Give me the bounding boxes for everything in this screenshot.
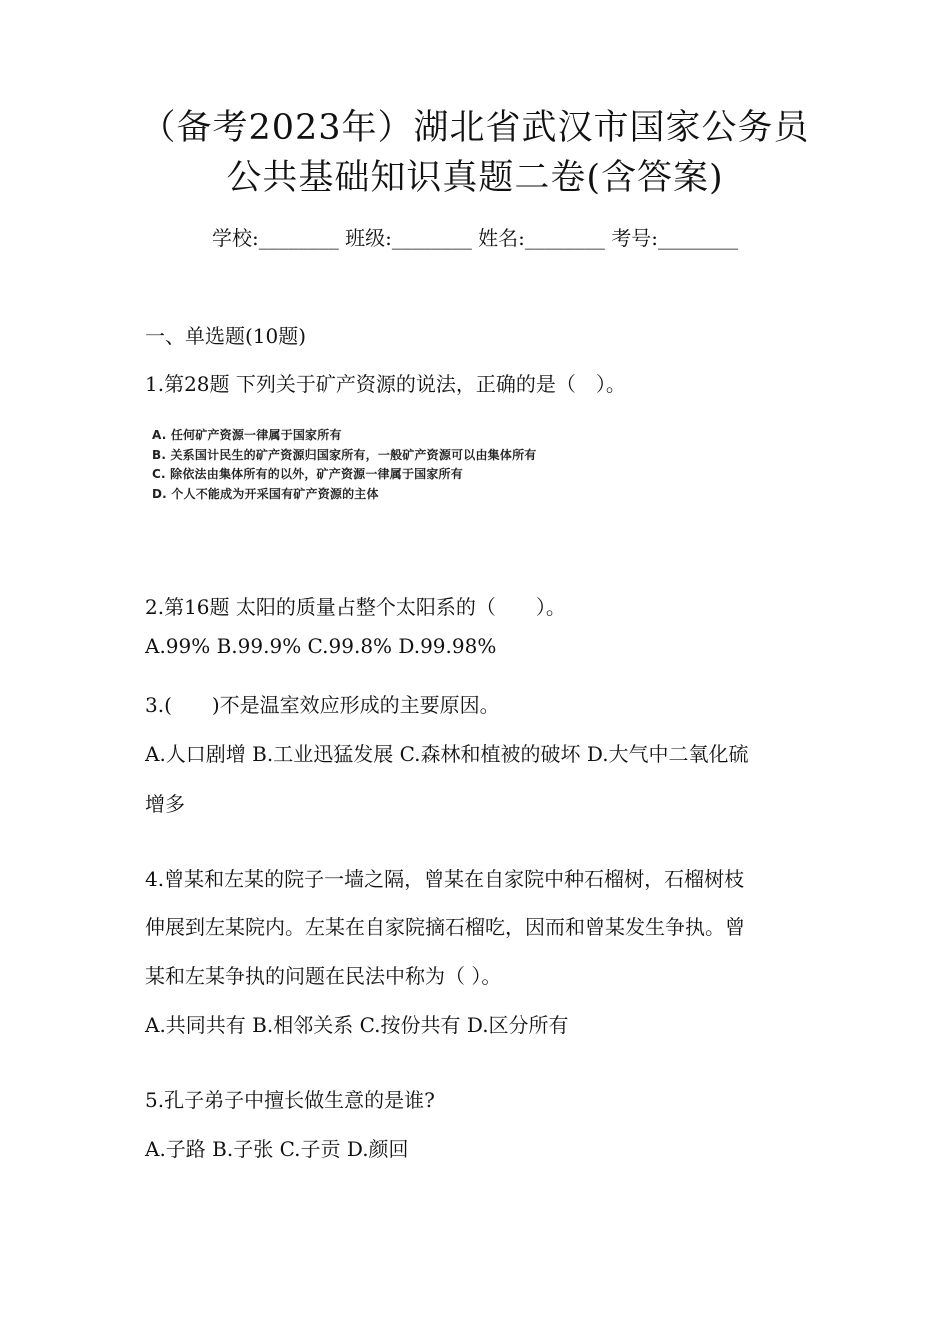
question-2-options: A.99% B.99.9% C.99.8% D.99.98% [145, 634, 497, 658]
student-info-line: 学校:________ 班级:________ 姓名:________ 考号:________ [211, 226, 739, 250]
question-1-option-c: C. 除依法由集体所有的以外，矿产资源一律属于国家所有 [152, 467, 463, 481]
question-3-options-line-1: A.人口剧增 B.工业迅猛发展 C.森林和植被的破坏 D.大气中二氧化硫 [145, 742, 749, 766]
question-1-options-image [152, 426, 612, 504]
question-4-stem-line-3: 某和左某争执的问题在民法中称为（ ）。 [145, 964, 502, 988]
question-1-option-d: D. 个人不能成为开采国有矿产资源的主体 [152, 486, 379, 501]
question-4-stem-line-1: 4.曾某和左某的院子一墙之隔，曾某在自家院中种石榴树，石榴树枝 [145, 867, 745, 891]
question-3-options-line-2: 增多 [145, 792, 185, 816]
question-1-stem: 1.第28题 下列关于矿产资源的说法，正确的是（ ）。 [145, 372, 626, 396]
question-4-stem-line-2: 伸展到左某院内。左某在自家院摘石榴吃，因而和曾某发生争执。曾 [145, 915, 745, 939]
document-title-line-1: （备考2023年）湖北省武汉市国家公务员 [140, 108, 810, 148]
section-heading: 一、单选题(10题) [145, 324, 307, 348]
question-4-options: A.共同共有 B.相邻关系 C.按份共有 D.区分所有 [145, 1013, 569, 1037]
question-5-stem: 5.孔子弟子中擅长做生意的是谁? [145, 1088, 435, 1112]
question-3-stem: 3.( )不是温室效应形成的主要原因。 [145, 693, 500, 717]
document-title-line-2: 公共基础知识真题二卷(含答案) [226, 158, 724, 198]
question-1-option-a: A. 任何矿产资源一律属于国家所有 [152, 428, 342, 442]
question-2-stem: 2.第16题 太阳的质量占整个太阳系的（ ）。 [145, 595, 566, 619]
question-5-options: A.子路 B.子张 C.子贡 D.颜回 [145, 1137, 409, 1161]
question-1-option-b: B. 关系国计民生的矿产资源归国家所有，一般矿产资源可以由集体所有 [152, 447, 537, 462]
